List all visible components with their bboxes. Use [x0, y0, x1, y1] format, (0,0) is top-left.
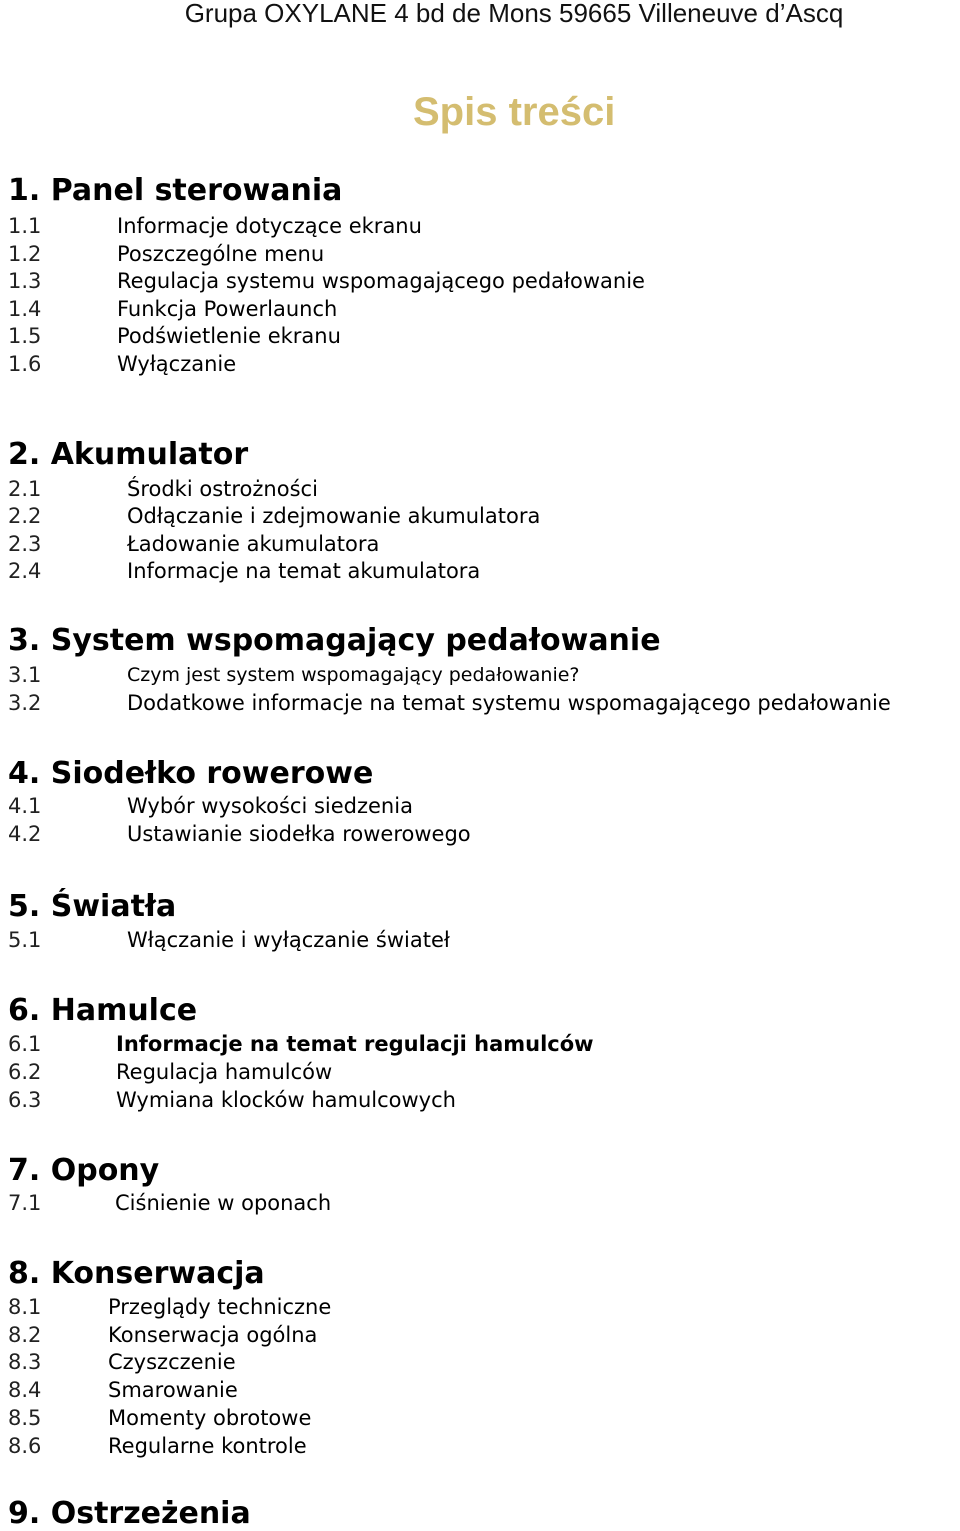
section-title: 6. Hamulce [8, 993, 198, 1028]
section-title: 5. Światła [8, 889, 177, 924]
toc-item-number: 5.1 [8, 928, 42, 952]
toc-item-label: Momenty obrotowe [108, 1406, 312, 1430]
toc-item-number: 1.2 [8, 242, 42, 266]
toc-item-number: 6.3 [8, 1088, 42, 1112]
section-title: 8. Konserwacja [8, 1256, 265, 1291]
toc-item-number: 8.5 [8, 1406, 42, 1430]
toc-item-number: 4.1 [8, 794, 42, 818]
toc-item-number: 2.2 [8, 504, 42, 528]
toc-item-label: Informacje dotyczące ekranu [117, 214, 422, 238]
section-title: 7. Opony [8, 1153, 160, 1188]
toc-item-label: Czyszczenie [108, 1350, 236, 1374]
toc-item-label: Regularne kontrole [108, 1434, 307, 1458]
toc-item-number: 2.3 [8, 532, 42, 556]
toc-item-label: Ciśnienie w oponach [115, 1191, 332, 1215]
section-title: 9. Ostrzeżenia [8, 1496, 251, 1531]
page-header: Grupa OXYLANE 4 bd de Mons 59665 Villeneuve d’Ascq [184, 0, 844, 28]
toc-item-label: Informacje na temat akumulatora [127, 559, 481, 583]
toc-item-number: 1.6 [8, 352, 42, 376]
toc-item-number: 8.3 [8, 1350, 42, 1374]
toc-item-number: 1.3 [8, 269, 42, 293]
toc-item-label: Smarowanie [108, 1378, 238, 1402]
toc-item-label: Ładowanie akumulatora [127, 532, 380, 556]
toc-item-number: 2.1 [8, 477, 42, 501]
toc-item-label: Czym jest system wspomagający pedałowanie? [127, 664, 580, 686]
toc-item-label: Poszczególne menu [117, 242, 325, 266]
toc-item-number: 6.1 [8, 1032, 42, 1056]
toc-item-number: 7.1 [8, 1191, 42, 1215]
toc-item-number: 1.5 [8, 324, 42, 348]
toc-item-label: Podświetlenie ekranu [117, 324, 341, 348]
toc-item-label: Dodatkowe informacje na temat systemu wspomagającego pedałowanie [127, 691, 891, 715]
toc-item-number: 6.2 [8, 1060, 42, 1084]
toc-item-label: Konserwacja ogólna [108, 1323, 318, 1347]
toc-item-number: 3.1 [8, 663, 42, 687]
toc-item-number: 8.6 [8, 1434, 42, 1458]
toc-item-label: Regulacja systemu wspomagającego pedałowanie [117, 269, 645, 293]
toc-item-label: Wyłączanie [117, 352, 237, 376]
toc-item-number: 3.2 [8, 691, 42, 715]
toc-item-number: 2.4 [8, 559, 42, 583]
section-title: 4. Siodełko rowerowe [8, 756, 374, 791]
toc-item-label: Regulacja hamulców [116, 1060, 333, 1084]
section-title: 3. System wspomagający pedałowanie [8, 623, 661, 658]
toc-item-label: Przeglądy techniczne [108, 1295, 332, 1319]
toc-item-label: Funkcja Powerlaunch [117, 297, 338, 321]
toc-item-label: Odłączanie i zdejmowanie akumulatora [127, 504, 541, 528]
toc-item-number: 8.4 [8, 1378, 42, 1402]
toc-item-label: Wymiana klocków hamulcowych [116, 1088, 456, 1112]
toc-item-number: 8.1 [8, 1295, 42, 1319]
toc-item-number: 8.2 [8, 1323, 42, 1347]
toc-item-label: Wybór wysokości siedzenia [127, 794, 413, 818]
toc-item-label: Ustawianie siodełka rowerowego [127, 822, 471, 846]
toc-item-number: 4.2 [8, 822, 42, 846]
toc-title: Spis treści [413, 90, 616, 134]
toc-item-number: 1.1 [8, 214, 42, 238]
toc-item-label: Informacje na temat regulacji hamulców [116, 1032, 594, 1056]
toc-item-number: 1.4 [8, 297, 42, 321]
toc-item-label: Środki ostrożności [127, 477, 318, 501]
section-title: 2. Akumulator [8, 437, 249, 472]
toc-item-label: Włączanie i wyłączanie świateł [127, 928, 450, 952]
section-title: 1. Panel sterowania [8, 173, 343, 208]
